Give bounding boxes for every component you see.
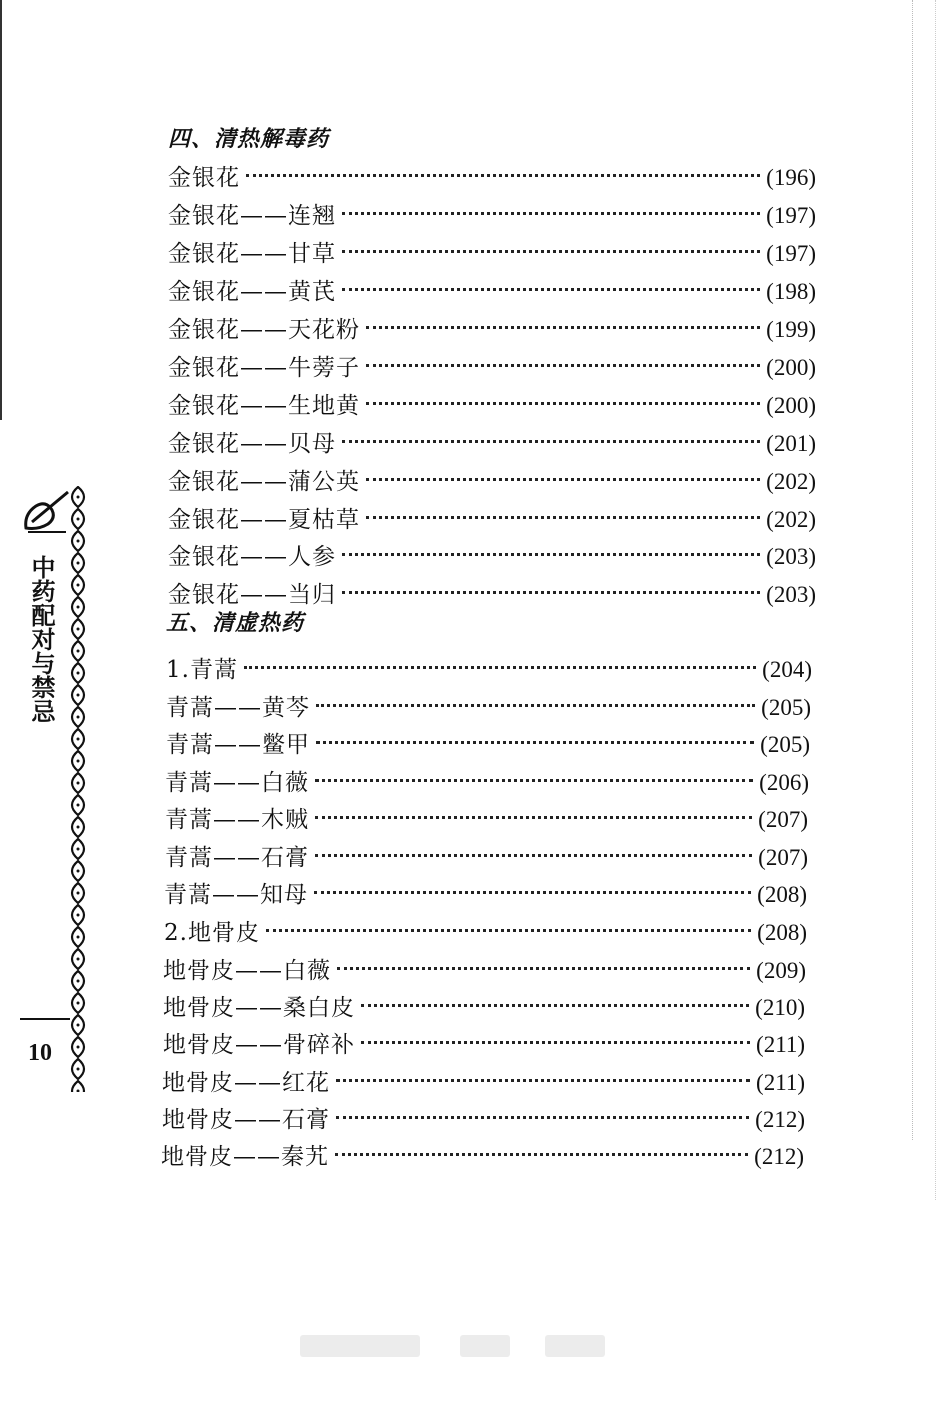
toc-entry xyxy=(165,836,808,871)
entry-page: (199) xyxy=(766,317,816,342)
left-margin-rule xyxy=(0,0,2,420)
toc-entry xyxy=(168,422,816,457)
entry-page: (212) xyxy=(755,1107,805,1132)
entry-name: 金银花——天花粉 xyxy=(168,317,360,343)
entry-page: (207) xyxy=(758,845,808,870)
toc-entry xyxy=(164,873,807,908)
entry-page: (200) xyxy=(766,355,816,380)
section-heading: 五、清虚热药 xyxy=(166,610,305,636)
entry-page: (208) xyxy=(757,920,807,945)
entry-page: (205) xyxy=(760,732,810,757)
dot-leader xyxy=(342,565,760,594)
entry-page: (208) xyxy=(757,882,807,907)
dot-leader xyxy=(244,640,756,669)
entry-page: (212) xyxy=(754,1144,804,1169)
entry-name: 青蒿——石膏 xyxy=(165,845,309,871)
bleed-through-smudge xyxy=(300,1335,420,1357)
toc-entry xyxy=(163,986,805,1021)
entry-name: 青蒿——黄芩 xyxy=(166,695,310,721)
page-number-rule xyxy=(20,1018,70,1020)
entry-name: 金银花——黄芪 xyxy=(168,279,336,305)
toc-entry xyxy=(162,1098,805,1133)
dot-leader xyxy=(366,452,760,481)
dot-leader xyxy=(366,376,760,405)
dot-leader xyxy=(366,338,760,367)
toc-entry xyxy=(168,498,816,533)
decorative-chain-border xyxy=(68,486,88,1092)
entry-name: 青蒿——白薇 xyxy=(165,770,309,796)
dot-leader xyxy=(342,224,760,253)
toc-entry xyxy=(168,308,816,343)
toc-entry xyxy=(168,346,816,381)
bleed-through-smudge xyxy=(460,1335,510,1357)
dot-leader xyxy=(266,903,751,932)
dot-leader xyxy=(336,1090,749,1119)
entry-page: (202) xyxy=(766,469,816,494)
dot-leader xyxy=(342,262,760,291)
dot-leader xyxy=(316,678,755,707)
entry-page: (202) xyxy=(766,507,816,532)
dot-leader xyxy=(315,828,752,857)
scan-edge-speckle xyxy=(912,0,914,1140)
entry-page: (203) xyxy=(766,582,816,607)
toc-entry xyxy=(163,949,806,984)
entry-page: (203) xyxy=(766,544,816,569)
dot-leader xyxy=(336,1053,750,1082)
dot-leader xyxy=(342,414,760,443)
dot-leader xyxy=(361,978,749,1007)
entry-page: (211) xyxy=(756,1032,805,1057)
entry-name: 金银花——牛蒡子 xyxy=(168,355,360,381)
dot-leader xyxy=(366,490,760,519)
entry-page: (197) xyxy=(766,203,816,228)
dot-leader xyxy=(335,1127,748,1156)
book-title: 中药配对与禁忌 xyxy=(27,555,55,723)
dot-leader xyxy=(342,527,760,556)
toc-entry xyxy=(168,194,816,229)
entry-name: 金银花——生地黄 xyxy=(168,393,360,419)
entry-name: 地骨皮——石膏 xyxy=(162,1107,330,1133)
section-heading: 四、清热解毒药 xyxy=(168,126,330,152)
pen-on-paper-icon xyxy=(22,488,72,534)
dot-leader xyxy=(342,186,760,215)
entry-page: (205) xyxy=(761,695,811,720)
dot-leader xyxy=(361,1015,750,1044)
entry-name: 金银花——人参 xyxy=(168,544,336,570)
toc-entry xyxy=(163,1023,805,1058)
entry-name: 金银花 xyxy=(168,165,240,191)
dot-leader xyxy=(366,300,760,329)
toc-entry xyxy=(168,535,816,570)
toc-entry xyxy=(168,156,816,191)
entry-name: 1.青蒿 xyxy=(166,657,238,683)
toc-entry xyxy=(168,232,816,267)
scan-edge-speckle xyxy=(935,0,937,1200)
dot-leader xyxy=(246,148,760,177)
entry-page: (201) xyxy=(766,431,816,456)
entry-name: 青蒿——木贼 xyxy=(165,807,309,833)
bleed-through-smudge xyxy=(545,1335,605,1357)
entry-name: 地骨皮——红花 xyxy=(162,1070,330,1096)
entry-page: (198) xyxy=(766,279,816,304)
entry-page: (210) xyxy=(755,995,805,1020)
entry-page: (197) xyxy=(766,241,816,266)
entry-name: 地骨皮——白薇 xyxy=(163,958,331,984)
toc-entry xyxy=(168,384,816,419)
entry-page: (196) xyxy=(766,165,816,190)
dot-leader xyxy=(315,753,753,782)
dot-leader xyxy=(314,865,751,894)
dot-leader xyxy=(337,941,750,970)
toc-entry xyxy=(166,686,811,721)
toc-entry xyxy=(166,648,812,683)
page-number: 10 xyxy=(28,1040,52,1066)
toc-entry xyxy=(168,270,816,305)
entry-name: 金银花——当归 xyxy=(168,582,336,608)
entry-page: (209) xyxy=(756,958,806,983)
entry-name: 青蒿——知母 xyxy=(164,882,308,908)
entry-page: (211) xyxy=(756,1070,805,1095)
entry-page: (206) xyxy=(759,770,809,795)
entry-page: (207) xyxy=(758,807,808,832)
toc-entry xyxy=(165,798,808,833)
toc-entry xyxy=(161,1135,804,1170)
entry-name: 金银花——贝母 xyxy=(168,431,336,457)
toc-entry xyxy=(164,911,807,946)
dot-leader xyxy=(316,715,754,744)
toc-entry xyxy=(162,1061,805,1096)
entry-page: (204) xyxy=(762,657,812,682)
toc-entry xyxy=(165,761,809,796)
entry-name: 青蒿——鳖甲 xyxy=(166,732,310,758)
entry-name: 地骨皮——骨碎补 xyxy=(163,1032,355,1058)
toc-entry xyxy=(166,723,810,758)
toc-entry xyxy=(168,460,816,495)
entry-name: 地骨皮——桑白皮 xyxy=(163,995,355,1021)
toc-entry xyxy=(168,573,816,608)
entry-name: 2.地骨皮 xyxy=(164,920,260,946)
entry-name: 金银花——蒲公英 xyxy=(168,469,360,495)
dot-leader xyxy=(315,790,752,819)
entry-page: (200) xyxy=(766,393,816,418)
entry-name: 地骨皮——秦艽 xyxy=(161,1144,329,1170)
entry-name: 金银花——夏枯草 xyxy=(168,507,360,533)
entry-name: 金银花——甘草 xyxy=(168,241,336,267)
entry-name: 金银花——连翘 xyxy=(168,203,336,229)
